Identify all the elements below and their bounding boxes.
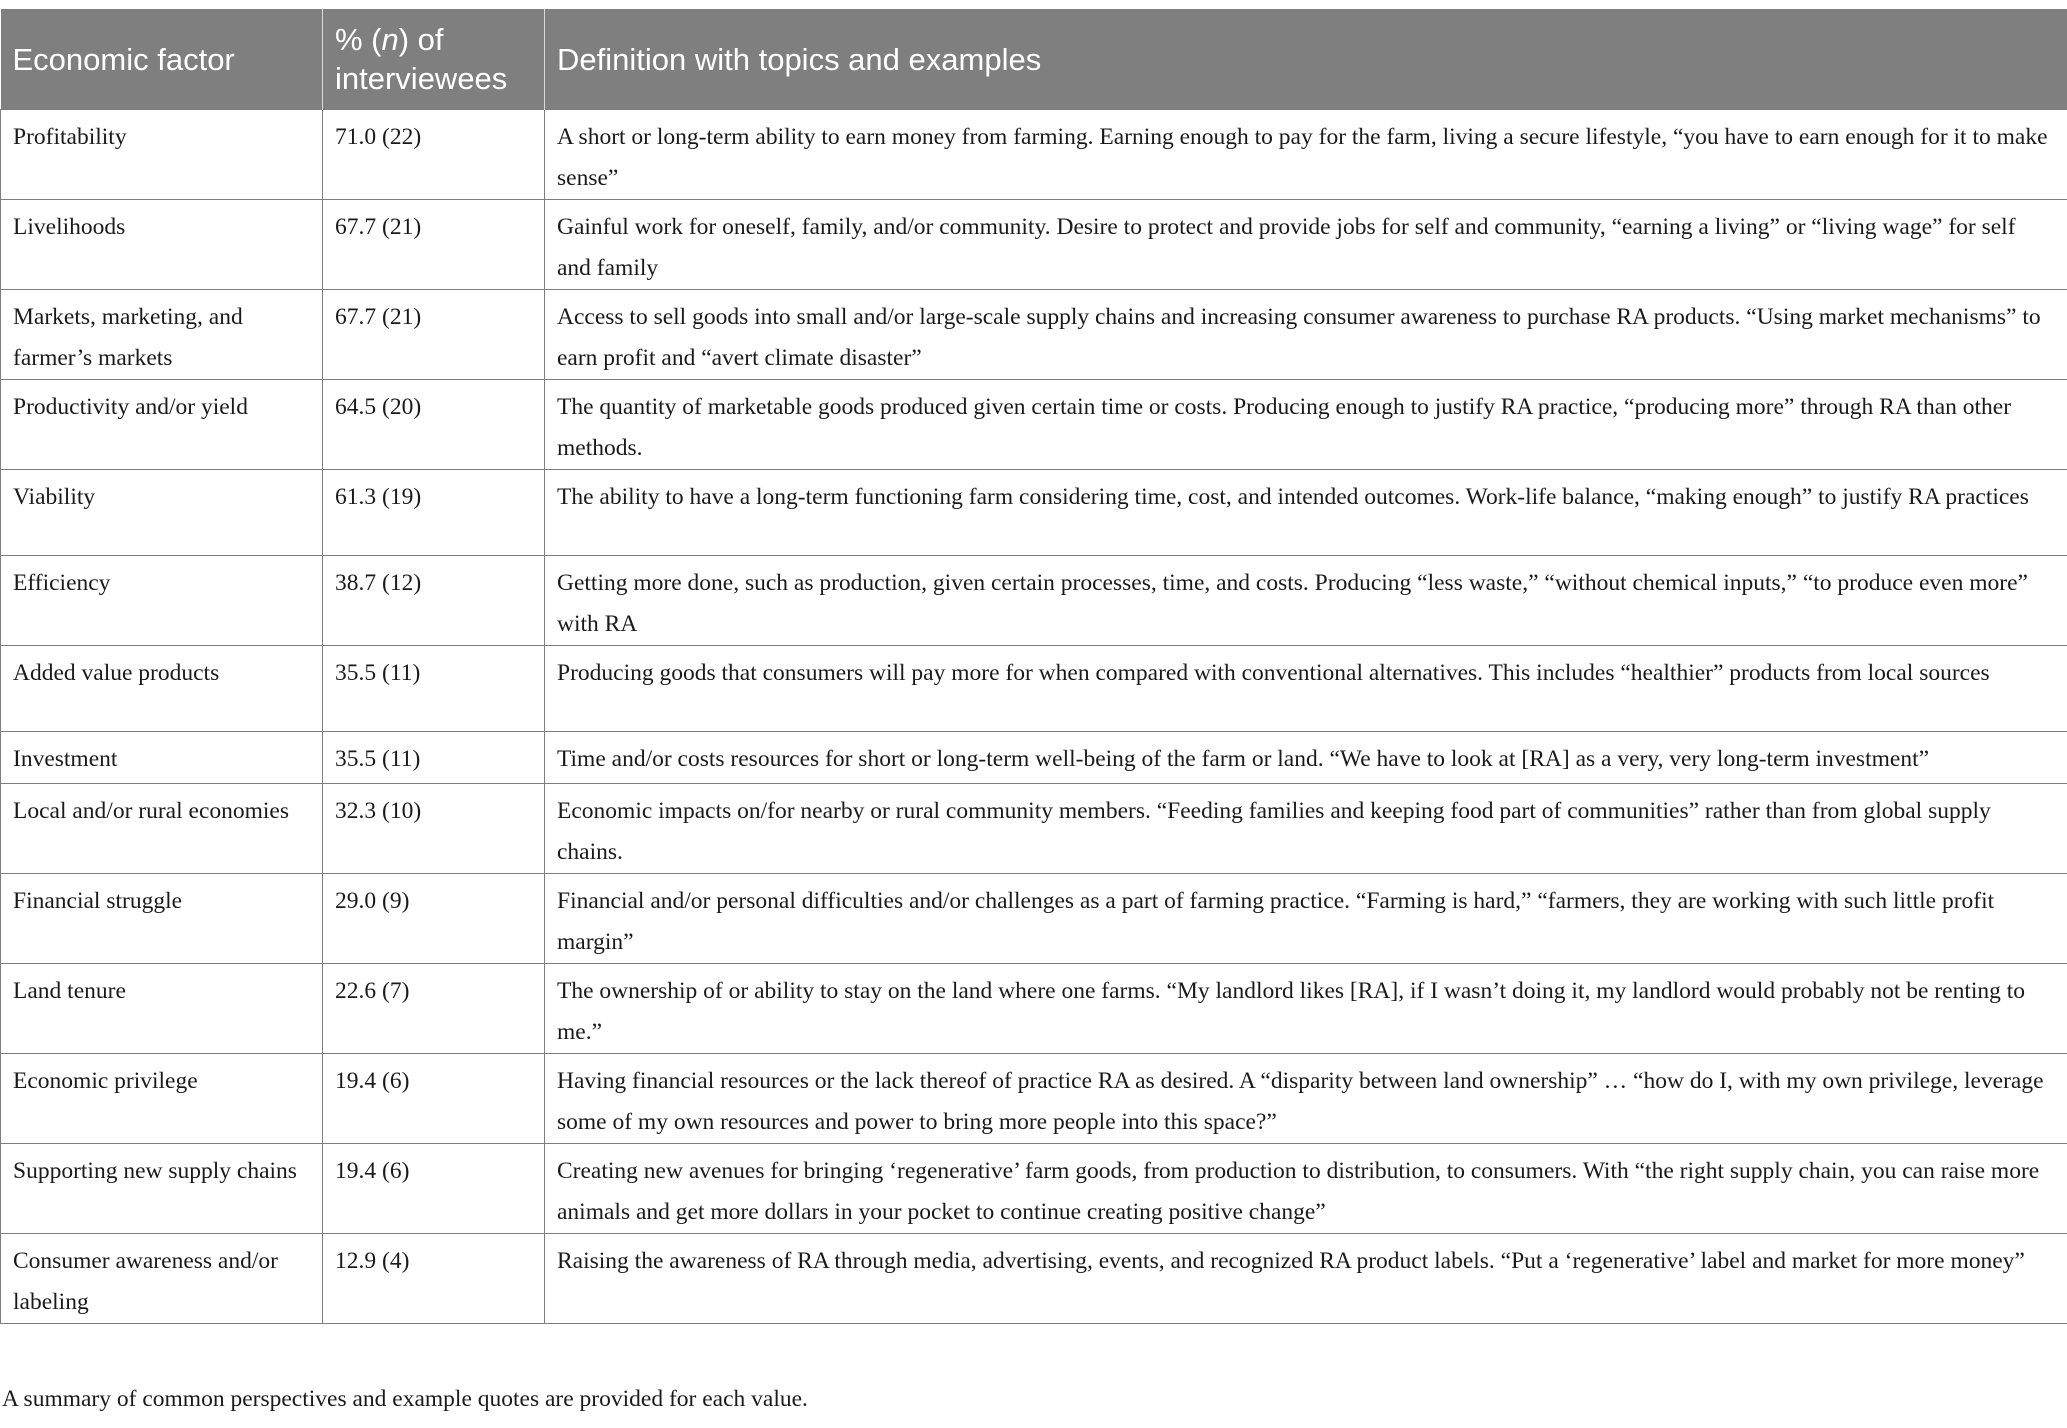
cell-percent: 32.3 (10)	[323, 784, 545, 874]
table-row	[1, 1054, 2067, 1144]
cell-percent: 19.4 (6)	[323, 1144, 545, 1234]
cell-factor: Financial struggle	[1, 874, 323, 964]
table-header-row	[1, 9, 2067, 110]
cell-definition: The quantity of marketable goods produced given certain time or costs. Producing enough to justify RA practice, “producing more” through RA than other methods.	[545, 380, 2067, 470]
cell-percent: 12.9 (4)	[323, 1234, 545, 1324]
cell-definition: Economic impacts on/for nearby or rural community members. “Feeding families and keeping food part of communities” rather than from global supply chains.	[545, 784, 2067, 874]
cell-percent: 29.0 (9)	[323, 874, 545, 964]
economic-factors-table	[0, 9, 2067, 1324]
header-pct-suffix: ) of interviewees	[335, 22, 508, 96]
cell-factor: Profitability	[1, 110, 323, 200]
table-row	[1, 1144, 2067, 1234]
table-row	[1, 380, 2067, 470]
cell-percent: 22.6 (7)	[323, 964, 545, 1054]
cell-percent: 35.5 (11)	[323, 732, 545, 784]
table-row	[1, 874, 2067, 964]
table-row	[1, 290, 2067, 380]
cell-definition: The ability to have a long-term functioning farm considering time, cost, and intended outcomes. Work-life balance, “making enough” to justify RA practices	[545, 470, 2067, 556]
cell-factor: Local and/or rural economies	[1, 784, 323, 874]
header-pct-prefix: % (	[335, 22, 382, 57]
cell-percent: 35.5 (11)	[323, 646, 545, 732]
cell-percent: 67.7 (21)	[323, 200, 545, 290]
cell-percent: 61.3 (19)	[323, 470, 545, 556]
cell-factor: Efficiency	[1, 556, 323, 646]
table-row	[1, 732, 2067, 784]
table-row	[1, 784, 2067, 874]
table-row	[1, 470, 2067, 556]
cell-percent: 71.0 (22)	[323, 110, 545, 200]
cell-definition: Gainful work for oneself, family, and/or community. Desire to protect and provide jobs for self and community, “earning a living” or “living wage” for self and family	[545, 200, 2067, 290]
cell-percent: 19.4 (6)	[323, 1054, 545, 1144]
economic-factors-table-container	[0, 9, 2067, 1324]
table-row	[1, 964, 2067, 1054]
table-row	[1, 200, 2067, 290]
cell-factor: Productivity and/or yield	[1, 380, 323, 470]
cell-factor: Economic privilege	[1, 1054, 323, 1144]
cell-percent: 38.7 (12)	[323, 556, 545, 646]
cell-factor: Supporting new supply chains	[1, 1144, 323, 1234]
cell-factor: Livelihoods	[1, 200, 323, 290]
cell-definition: Access to sell goods into small and/or large-scale supply chains and increasing consumer awareness to purchase RA products. “Using market mechanisms” to earn profit and “avert climate disaster”	[545, 290, 2067, 380]
cell-definition: Financial and/or personal difficulties and/or challenges as a part of farming practice. “Farming is hard,” “farmers, they are working with such little profit margin”	[545, 874, 2067, 964]
table-caption: A summary of common perspectives and example quotes are provided for each value.	[2, 1386, 808, 1412]
cell-definition: Producing goods that consumers will pay more for when compared with conventional alternatives. This includes “healthier” products from local sources	[545, 646, 2067, 732]
cell-factor: Land tenure	[1, 964, 323, 1054]
header-percent-interviewees	[323, 9, 545, 110]
header-definition: Definition with topics and examples	[545, 9, 2067, 110]
cell-percent: 64.5 (20)	[323, 380, 545, 470]
table-row	[1, 556, 2067, 646]
cell-factor: Investment	[1, 732, 323, 784]
table-row	[1, 646, 2067, 732]
cell-factor: Markets, marketing, and farmer’s markets	[1, 290, 323, 380]
table-row	[1, 110, 2067, 200]
header-pct-n: n	[381, 22, 399, 57]
header-economic-factor: Economic factor	[1, 9, 323, 110]
cell-factor: Consumer awareness and/or labeling	[1, 1234, 323, 1324]
cell-factor: Viability	[1, 470, 323, 556]
cell-definition: Creating new avenues for bringing ‘regenerative’ farm goods, from production to distribution, to consumers. With “the right supply chain, you can raise more animals and get more dollars in your pocket to continue creating positive change”	[545, 1144, 2067, 1234]
cell-definition: A short or long-term ability to earn money from farming. Earning enough to pay for the farm, living a secure lifestyle, “you have to earn enough for it to make sense”	[545, 110, 2067, 200]
cell-definition: Getting more done, such as production, given certain processes, time, and costs. Producing “less waste,” “without chemical inputs,” “to produce even more” with RA	[545, 556, 2067, 646]
cell-factor: Added value products	[1, 646, 323, 732]
cell-definition: The ownership of or ability to stay on the land where one farms. “My landlord likes [RA], if I wasn’t doing it, my landlord would probably not be renting to me.”	[545, 964, 2067, 1054]
cell-definition: Raising the awareness of RA through media, advertising, events, and recognized RA product labels. “Put a ‘regenerative’ label and market for more money”	[545, 1234, 2067, 1324]
cell-percent: 67.7 (21)	[323, 290, 545, 380]
cell-definition: Time and/or costs resources for short or long-term well-being of the farm or land. “We have to look at [RA] as a very, very long-term investment”	[545, 732, 2067, 784]
cell-definition: Having financial resources or the lack thereof of practice RA as desired. A “disparity between land ownership” … “how do I, with my own privilege, leverage some of my own resources and power to bring more people into this space?”	[545, 1054, 2067, 1144]
table-row	[1, 1234, 2067, 1324]
